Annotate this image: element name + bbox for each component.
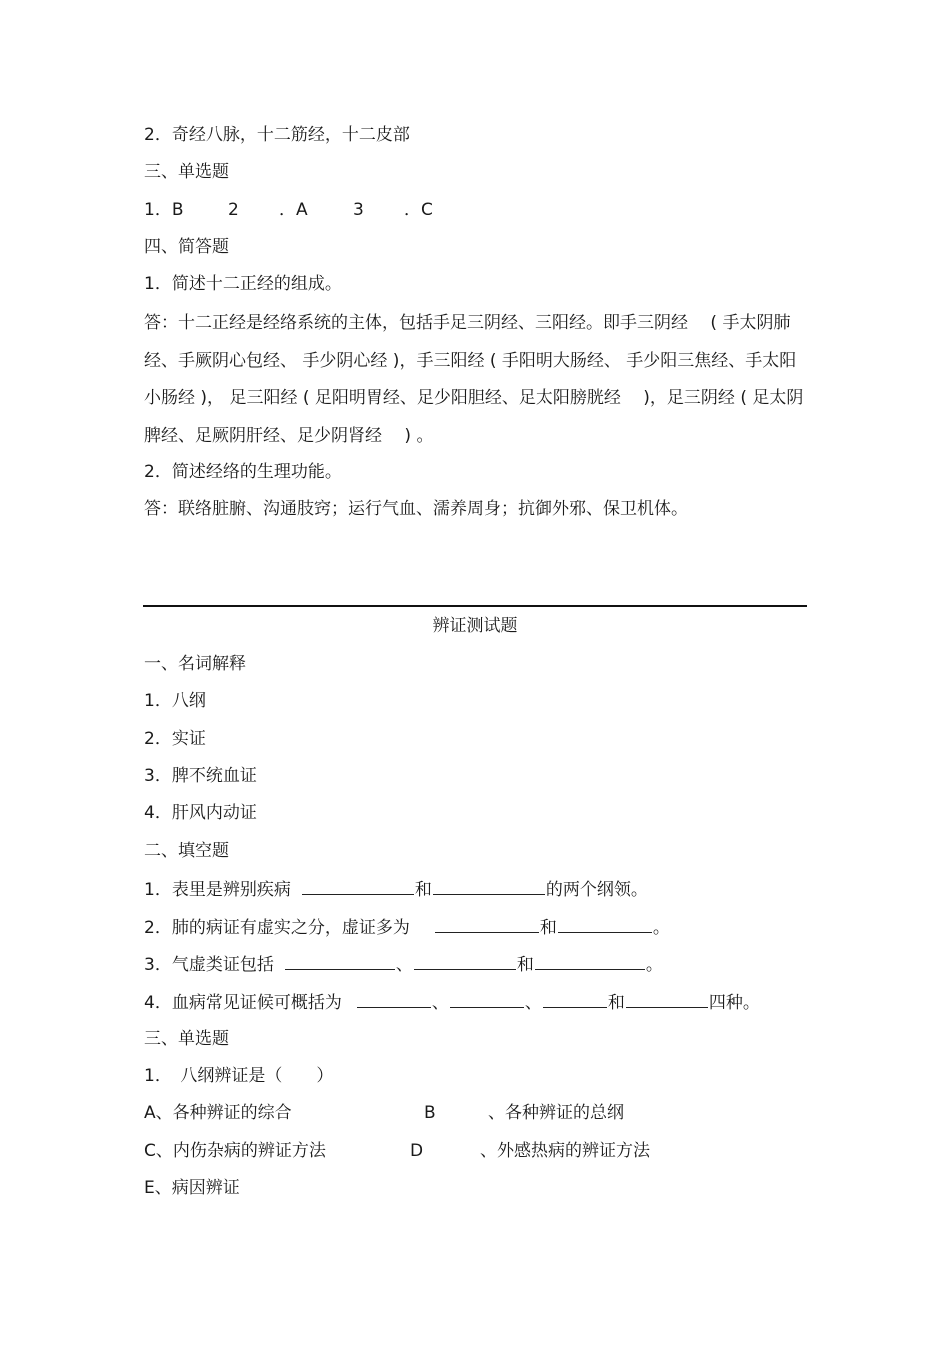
fill-4-blank-2[interactable] [450, 989, 524, 1008]
term-1: 1．八纲 [144, 691, 206, 711]
fill-2-blank-1[interactable] [435, 914, 539, 933]
fill-3-blank-3[interactable] [535, 951, 645, 970]
fill-2-and: 和 [539, 918, 557, 938]
option-b-text[interactable]: 、各种辨证的总纲 [488, 1103, 624, 1123]
fill-4-blank-1[interactable] [357, 989, 431, 1008]
fill-2-prefix: 2．肺的病证有虚实之分，虚证多为 [144, 918, 410, 938]
heading-single-choice-2: 三、单选题 [144, 1029, 229, 1049]
option-e[interactable]: E、病因辨证 [144, 1178, 240, 1198]
option-d-text[interactable]: 、外感热病的辨证方法 [480, 1141, 650, 1161]
fill-2-suffix: 。 [652, 918, 670, 938]
option-b-letter[interactable]: B [424, 1103, 436, 1123]
mc-answer-2-val: ．A [279, 200, 308, 220]
option-a[interactable]: A、各种辨证的综合 [144, 1103, 292, 1123]
fill-3-blank-2[interactable] [414, 951, 516, 970]
section-title: 辨证测试题 [432, 616, 518, 636]
section-divider [143, 605, 807, 607]
answer-1: 答：十二正经是经络系统的主体，包括手足三阴经、三阳经。即手三阴经 ( 手太阴肺经、手厥阴心包经、 手少阴心经 )，手三阳经 ( 手阳明大肠经、 手少阳三焦经、手太阳小肠经 )， 足三阳经 ( 足阳明胃经、足少阳胆经、足太阳膀胱经 )，足三阴经 ( 足太阴脾经、足厥阴肝经、足少阴肾经 ) 。 [144, 313, 804, 446]
options-row-ab [144, 1101, 806, 1125]
fill-question-2 [144, 914, 806, 938]
fill-3-blank-1[interactable] [285, 951, 395, 970]
heading-fill-in: 二、填空题 [144, 841, 229, 861]
options-row-cd [144, 1139, 806, 1163]
fill-1-suffix: 的两个纲领。 [545, 880, 648, 900]
fill-3-suffix: 。 [645, 955, 663, 975]
fill-4-blank-4[interactable] [626, 989, 708, 1008]
fill-2-blank-2[interactable] [558, 914, 652, 933]
answer-2: 2．奇经八脉，十二筋经，十二皮部 [144, 125, 410, 145]
mc-answer-2-num: 2 [228, 200, 239, 220]
fill-1-blank-1[interactable] [302, 876, 414, 895]
question-1: 1．简述十二正经的组成。 [144, 274, 342, 294]
mc-answer-3-val: ．C [404, 200, 433, 220]
mc-answer-3-num: 3 [353, 200, 364, 220]
mc-answer-1: 1．B [144, 200, 184, 220]
question-2: 2．简述经络的生理功能。 [144, 462, 342, 482]
fill-4-suffix: 四种。 [708, 993, 760, 1013]
fill-4-sep-2: 、 [524, 993, 542, 1013]
option-d-letter[interactable]: D [410, 1141, 424, 1161]
fill-question-3 [144, 951, 806, 975]
fill-3-prefix: 3．气虚类证包括 [144, 955, 274, 975]
term-3: 3．脾不统血证 [144, 766, 257, 786]
fill-3-and: 和 [516, 955, 534, 975]
section-heading-single-choice: 三、单选题 [144, 162, 229, 182]
fill-3-sep: 、 [395, 955, 413, 975]
fill-4-blank-3[interactable] [543, 989, 607, 1008]
fill-4-sep-1: 、 [431, 993, 449, 1013]
fill-1-and: 和 [414, 880, 432, 900]
fill-question-4 [144, 989, 806, 1013]
single-choice-answers [144, 198, 806, 222]
fill-4-prefix: 4．血病常见证候可概括为 [144, 993, 342, 1013]
choice-question-1: 1． 八纲辨证是（ ） [144, 1066, 334, 1086]
fill-1-blank-2[interactable] [433, 876, 545, 895]
term-4: 4．肝风内动证 [144, 803, 257, 823]
answer-2-text: 答：联络脏腑、沟通肢窍；运行气血、濡养周身；抗御外邪、保卫机体。 [144, 499, 688, 519]
section-heading-short-answer: 四、简答题 [144, 237, 229, 257]
term-2: 2．实证 [144, 729, 206, 749]
fill-4-and: 和 [607, 993, 625, 1013]
heading-term-explanation: 一、名词解释 [144, 654, 246, 674]
fill-question-1 [144, 876, 806, 900]
option-c[interactable]: C、内伤杂病的辨证方法 [144, 1141, 326, 1161]
fill-1-prefix: 1．表里是辨别疾病 [144, 880, 291, 900]
